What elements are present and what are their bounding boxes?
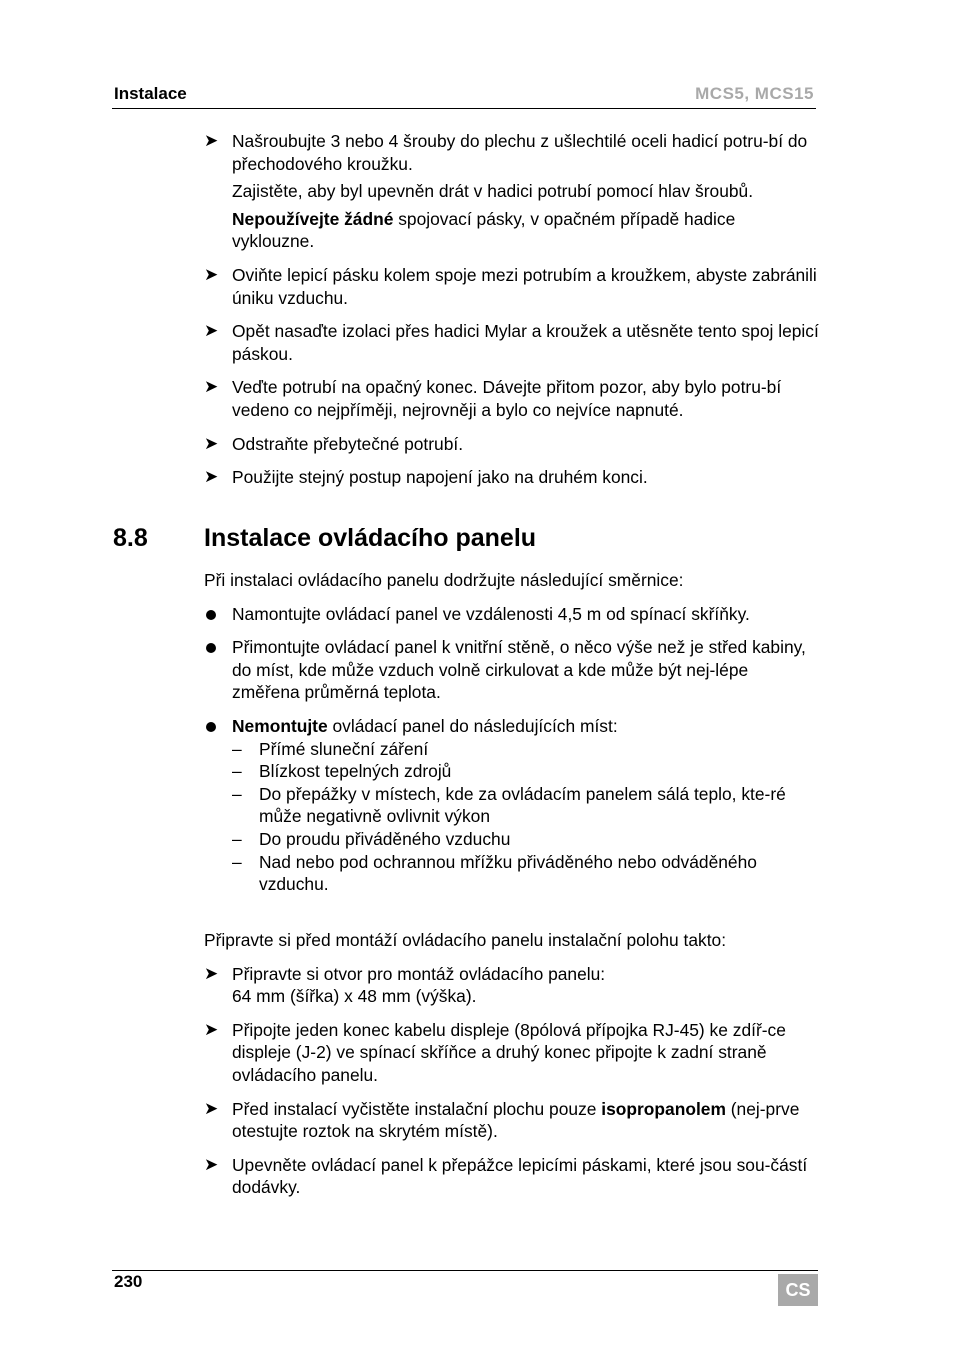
- dash-icon: –: [232, 851, 242, 872]
- prep-intro-text: Připravte si před montáží ovládacího panelu instalační polohu takto:: [204, 930, 727, 950]
- guideline-item: [204, 603, 820, 626]
- step-text: Opět nasaďte izolaci přes hadici Mylar a kroužek a utěsněte tento spoj lepicí páskou.: [232, 321, 819, 364]
- header-section-title: Instalace: [114, 84, 187, 103]
- step-text: Oviňte lepicí pásku kolem spoje mezi potrubím a kroužkem, abyste zabránili úniku vzduchu.: [232, 264, 817, 308]
- arrow-bullet-icon: ➤: [204, 264, 219, 284]
- guideline-text: Přimontujte ovládací panel k vnitřní stěně, o něco výše než je střed kabiny, do míst, kde může vzduch volně cirkulovat a kde může být nej-lépe změřena průměrná teplota.: [232, 637, 806, 703]
- arrow-bullet-icon: ➤: [204, 321, 219, 341]
- step-item: [204, 1019, 820, 1087]
- arrow-bullet-icon: ➤: [204, 1098, 219, 1118]
- step-text: Před instalací vyčistěte instalační plochu pouze isopropanolem (nej-prve otestujte roztok na skrytém místě).: [232, 1098, 800, 1142]
- arrow-bullet-icon: ➤: [204, 963, 219, 983]
- step-item: [204, 320, 820, 365]
- guideline-text: Nemontujte ovládací panel do následujících míst:: [232, 715, 618, 736]
- step-item: [204, 264, 820, 309]
- step-text: Připravte si otvor pro montáž ovládacího panelu: 64 mm (šířka) x 48 mm (výška).: [232, 963, 606, 1007]
- step-item: [204, 963, 820, 1008]
- steps-list-b: [204, 929, 820, 1210]
- dash-icon: –: [232, 783, 242, 804]
- section-number: 8.8: [113, 524, 148, 552]
- dash-icon: –: [232, 738, 242, 759]
- guideline-item: [204, 715, 820, 896]
- intro-text: Při instalaci ovládacího panelu dodržujte následující směrnice:: [204, 570, 684, 590]
- sub-list-item: – Přímé sluneční záření: [232, 738, 429, 759]
- arrow-bullet-icon: ➤: [204, 433, 219, 453]
- step-text: Použijte stejný postup napojení jako na druhém konci.: [232, 467, 648, 488]
- guideline-item: [204, 636, 820, 704]
- step-item: [204, 1154, 820, 1199]
- steps-list-a: [204, 130, 820, 500]
- sub-list-item: – Blízkost tepelných zdrojů: [232, 761, 452, 782]
- header-model-name: MCS5, MCS15: [695, 84, 814, 103]
- section-title: Instalace ovládacího panelu: [204, 524, 537, 552]
- arrow-bullet-icon: ➤: [204, 377, 219, 397]
- step-text: Zajistěte, aby byl upevněn drát v hadici potrubí pomocí hlav šroubů.: [232, 181, 754, 202]
- dash-icon: –: [232, 828, 242, 849]
- arrow-bullet-icon: ➤: [204, 467, 219, 487]
- step-item: [204, 1098, 820, 1143]
- bullet-dot-icon: [206, 610, 216, 620]
- arrow-bullet-icon: ➤: [204, 1154, 219, 1174]
- sub-list: [232, 738, 820, 896]
- sub-list-item: – Do přepážky v místech, kde za ovládacím panelem sálá teplo, kte-ré může negativně ovlivnit výkon: [232, 783, 786, 827]
- step-item: [204, 466, 820, 489]
- bullet-dot-icon: [206, 722, 216, 732]
- page-footer: [112, 1270, 818, 1300]
- emphasis-text: Nepoužívejte žádné: [232, 208, 394, 229]
- step-text: Upevněte ovládací panel k přepážce lepicími páskami, které jsou sou-částí dodávky.: [232, 1154, 808, 1198]
- emphasis-text: isopropanolem: [601, 1098, 726, 1119]
- dash-icon: –: [232, 761, 242, 782]
- sub-list-item: – Do proudu přiváděného vzduchu: [232, 828, 511, 849]
- step-item: [204, 433, 820, 456]
- arrow-bullet-icon: ➤: [204, 131, 219, 150]
- step-item: [204, 130, 820, 253]
- step-item: [204, 376, 820, 421]
- bullet-dot-icon: [206, 643, 216, 653]
- language-badge: CS: [778, 1274, 818, 1306]
- guidelines-block: [204, 569, 820, 907]
- step-text: Připojte jeden konec kabelu displeje (8pólová přípojka RJ-45) ke zdíř-ce displeje (J-2) ve spínací skříňce a druhý konec připojte k zadní straně ovládacího panelu.: [232, 1019, 786, 1085]
- step-text: Nepoužívejte žádné spojovací pásky, v opačném případě hadice vyklouzne.: [232, 208, 736, 252]
- page-header: [112, 84, 816, 109]
- step-text: Veďte potrubí na opačný konec. Dávejte přitom pozor, aby bylo potru-bí vedeno co nejpříměji, nejrovněji a bylo co nejvíce napnuté.: [232, 377, 782, 420]
- step-text: Našroubujte 3 nebo 4 šrouby do plechu z ušlechtilé oceli hadicí potru-bí do přechodového kroužku.: [232, 131, 808, 174]
- arrow-bullet-icon: ➤: [204, 1019, 219, 1039]
- sub-list-item: – Nad nebo pod ochrannou mřížku přiváděného nebo odváděného vzduchu.: [232, 851, 757, 895]
- step-text: Odstraňte přebytečné potrubí.: [232, 433, 464, 454]
- page-number: 230: [114, 1272, 143, 1291]
- guideline-text: Namontujte ovládací panel ve vzdálenosti 4,5 m od spínací skříňky.: [232, 603, 750, 624]
- emphasis-text: Nemontujte: [232, 715, 328, 736]
